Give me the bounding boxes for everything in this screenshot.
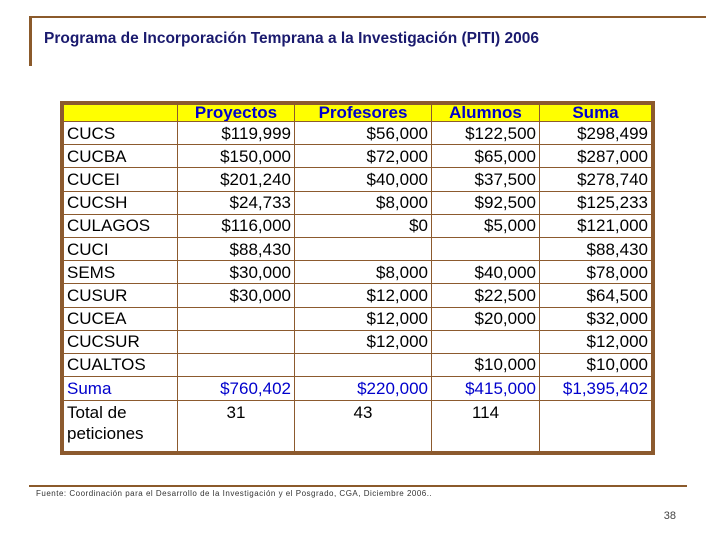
sum-amount-cell: $220,000	[295, 377, 432, 401]
amount-cell: $72,000	[295, 145, 432, 168]
header-cell-institution	[64, 105, 178, 122]
total-requests-row	[64, 401, 652, 452]
page-title: Programa de Incorporación Temprana a la Investigación (PITI) 2006	[44, 30, 540, 47]
table-row	[64, 330, 652, 353]
amount-cell	[295, 353, 432, 376]
amount-cell	[178, 353, 295, 376]
amount-cell: $78,000	[540, 261, 652, 284]
institution-cell: CUCEI	[64, 168, 178, 191]
amount-cell: $32,000	[540, 307, 652, 330]
amount-cell: $30,000	[178, 284, 295, 307]
table-row	[64, 284, 652, 307]
amount-cell: $20,000	[432, 307, 540, 330]
table-row	[64, 261, 652, 284]
header-cell-alumnos: Alumnos	[432, 105, 540, 122]
amount-cell: $64,500	[540, 284, 652, 307]
institution-cell: CUCI	[64, 237, 178, 260]
amount-cell: $88,430	[540, 237, 652, 260]
amount-cell	[432, 330, 540, 353]
total-count-cell: 114	[432, 401, 540, 452]
footer-divider	[29, 485, 687, 487]
institution-cell: CUSUR	[64, 284, 178, 307]
table-row	[64, 122, 652, 145]
institution-cell: CUCSUR	[64, 330, 178, 353]
amount-cell: $116,000	[178, 214, 295, 237]
amount-cell: $298,499	[540, 122, 652, 145]
amount-cell: $65,000	[432, 145, 540, 168]
amount-cell	[178, 330, 295, 353]
amount-cell: $0	[295, 214, 432, 237]
amount-cell: $12,000	[295, 330, 432, 353]
institution-cell: CUCS	[64, 122, 178, 145]
institution-cell: SEMS	[64, 261, 178, 284]
amount-cell: $92,500	[432, 191, 540, 214]
institution-cell: CUCEA	[64, 307, 178, 330]
table-row	[64, 145, 652, 168]
header-cell-proyectos: Proyectos	[178, 105, 295, 122]
total-count-cell: 43	[295, 401, 432, 452]
table-row	[64, 237, 652, 260]
amount-cell: $22,500	[432, 284, 540, 307]
amount-cell: $10,000	[540, 353, 652, 376]
total-label-line1: Total de	[67, 403, 127, 423]
amount-cell: $8,000	[295, 261, 432, 284]
amount-cell: $56,000	[295, 122, 432, 145]
amount-cell: $8,000	[295, 191, 432, 214]
table-header-row	[64, 105, 652, 122]
amount-cell	[432, 237, 540, 260]
total-label-cell	[64, 401, 178, 452]
amount-cell: $201,240	[178, 168, 295, 191]
amount-cell: $121,000	[540, 214, 652, 237]
sum-row	[64, 377, 652, 401]
amount-cell: $10,000	[432, 353, 540, 376]
source-footnote: Fuente: Coordinación para el Desarrollo de la Investigación y el Posgrado, CGA, Diciembre 2006..	[36, 489, 433, 498]
amount-cell	[295, 237, 432, 260]
header-cell-suma: Suma	[540, 105, 652, 122]
amount-cell: $12,000	[295, 284, 432, 307]
total-count-cell: 31	[178, 401, 295, 452]
amount-cell: $88,430	[178, 237, 295, 260]
table-row	[64, 214, 652, 237]
institution-cell: CULAGOS	[64, 214, 178, 237]
total-count-cell	[540, 401, 652, 452]
institution-cell: CUCSH	[64, 191, 178, 214]
amount-cell: $287,000	[540, 145, 652, 168]
amount-cell: $119,999	[178, 122, 295, 145]
amount-cell: $5,000	[432, 214, 540, 237]
amount-cell: $12,000	[540, 330, 652, 353]
table-row	[64, 353, 652, 376]
amount-cell: $24,733	[178, 191, 295, 214]
institution-cell: CUCBA	[64, 145, 178, 168]
sum-amount-cell: $415,000	[432, 377, 540, 401]
header-cell-profesores: Profesores	[295, 105, 432, 122]
sum-label-cell: Suma	[64, 377, 178, 401]
amount-cell: $12,000	[295, 307, 432, 330]
amount-cell: $150,000	[178, 145, 295, 168]
table-body	[64, 122, 652, 452]
amount-cell: $122,500	[432, 122, 540, 145]
piti-table-frame	[60, 101, 655, 455]
amount-cell: $37,500	[432, 168, 540, 191]
amount-cell: $278,740	[540, 168, 652, 191]
sum-amount-cell: $760,402	[178, 377, 295, 401]
table-row	[64, 307, 652, 330]
amount-cell: $40,000	[432, 261, 540, 284]
amount-cell: $125,233	[540, 191, 652, 214]
institution-cell: CUALTOS	[64, 353, 178, 376]
table-row	[64, 191, 652, 214]
table-row	[64, 168, 652, 191]
sum-amount-cell: $1,395,402	[540, 377, 652, 401]
total-label-line2: peticiones	[67, 424, 144, 444]
amount-cell: $40,000	[295, 168, 432, 191]
amount-cell	[178, 307, 295, 330]
page-number: 38	[663, 510, 676, 522]
amount-cell: $30,000	[178, 261, 295, 284]
piti-table	[63, 104, 652, 452]
